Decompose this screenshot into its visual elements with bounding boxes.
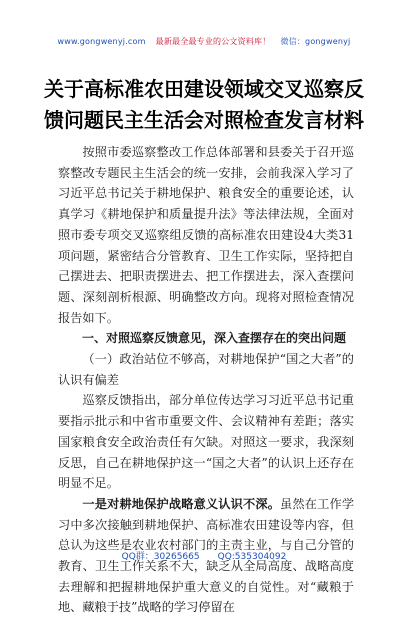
site-slogan: 最新最全最专业的公文资料库！	[155, 37, 271, 46]
site-footer	[0, 549, 408, 562]
subsection-heading: （一）政治站位不够高，对耕地保护“国之大者”的认识有偏差	[58, 352, 354, 387]
qq-group: QQ群：30265665	[121, 552, 200, 562]
qq-number: QQ:535304092	[217, 552, 287, 562]
site-url[interactable]: www.gongwenyj.com	[57, 37, 146, 46]
feedback-paragraph: 巡察反馈指出，部分单位传达学习习近平总书记重要指示批示和中省市重要文件、会议精神有差距；落实国家粮食安全政治责任有欠缺。对照这一要求，我深刻反思，自己在耕地保护这一“国之大者”的认识上还存在明显不足。	[58, 393, 354, 491]
point-lead: 一是对耕地保护战略意义认识不深。	[82, 496, 281, 511]
point-text: 虽然在工作学习中多次接触到耕地保护、高标准农田建设等内容，但总认为这些是农业农村部门的主责主业，与自己分管的教育、卫生工作关系不大，缺乏从全局高度、战略高度去理解和把握耕地保护重大意义的自觉性。对“藏粮于地、藏粮于技”战略的学习停留在	[58, 496, 355, 615]
wechat-id: 微信：gongwenyj	[280, 37, 351, 46]
section-heading: 一、对照巡察反馈意见，深入查摆存在的突出问题	[82, 331, 347, 346]
site-header	[0, 36, 408, 47]
document-title: 关于高标准农田建设领域交叉巡察反馈问题民主生活会对照检查发言材料	[44, 77, 364, 132]
intro-paragraph: 按照市委巡察整改工作总体部署和县委关于召开巡察整改专题民主生活会的统一安排，会前我深入学习了习近平总书记关于耕地保护、粮食安全的重要论述，认真学习《耕地保护和质量提升法》等法律法规，全面对照市委专项交叉巡察组反馈的高标准农田建设4大类31项问题，紧密结合分管教育、卫生工作实际，坚持把自己摆进去、把职责摆进去、把工作摆进去，深入查摆问题、深刻剖析根源、明确整改方向。现将对照检查情况报告如下。	[58, 145, 354, 325]
document-body	[58, 142, 354, 618]
